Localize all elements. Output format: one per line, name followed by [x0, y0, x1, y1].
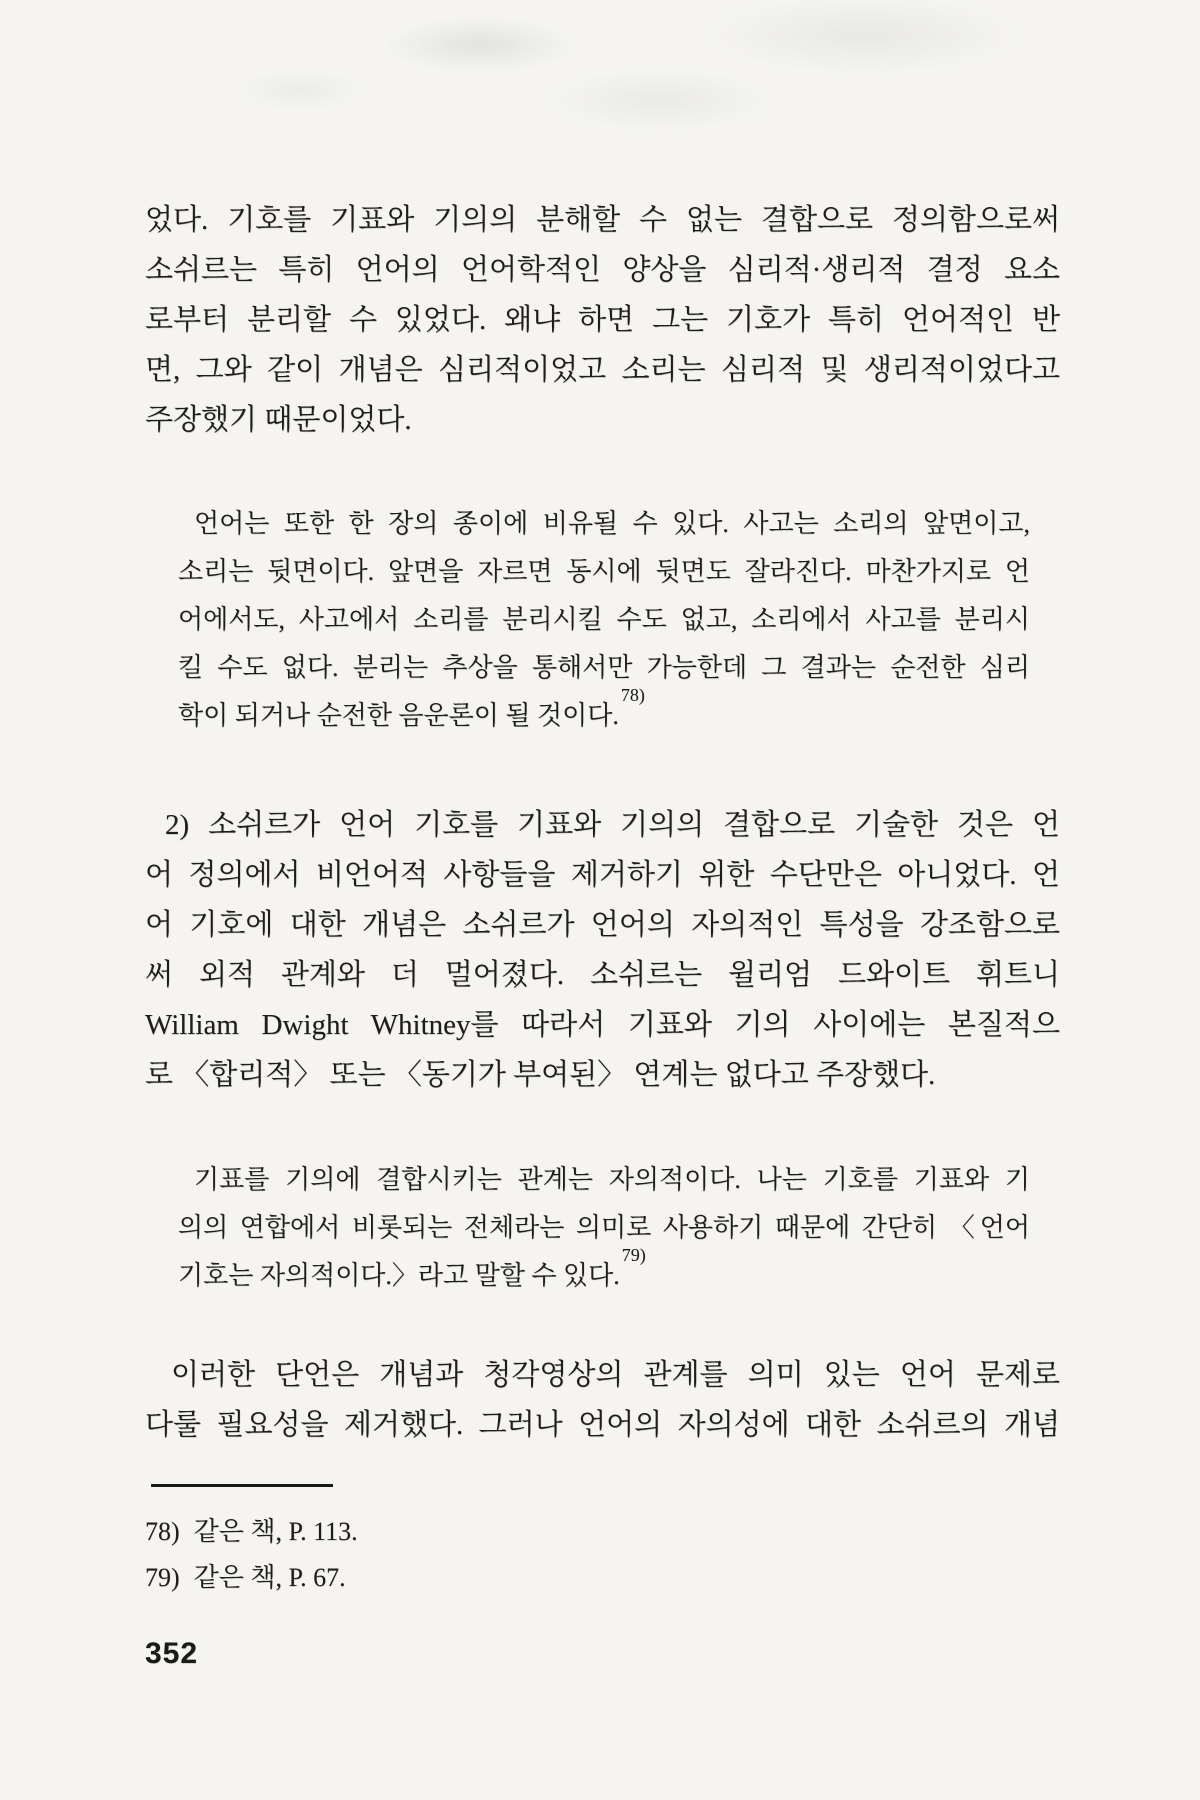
footnote-label: 78) [145, 1517, 180, 1546]
text-line: 2) 소쉬르가 언어 기호를 기표와 기의의 결합으로 기술한 것은 언 [165, 809, 1060, 841]
quote-last-text: 학이 되거나 순전한 음운론이 될 것이다. [178, 701, 619, 730]
text-line: 다룰 필요성을 제거했다. 그러나 언어의 자의성에 대한 소쉬르의 개념 [145, 1409, 1060, 1441]
text-line: 로 〈합리적〉 또는 〈동기가 부여된〉 연계는 없다고 주장했다. [145, 1059, 936, 1091]
text-line: 주장했기 때문이었다. [145, 404, 412, 436]
quote-line: 언어는 또한 한 장의 종이에 비유될 수 있다. 사고는 소리의 앞면이고, [194, 509, 1030, 538]
paragraph-3 [145, 1350, 1060, 1450]
text-column [145, 195, 1060, 1671]
text-line: 로부터 분리할 수 있었다. 왜냐 하면 그는 기호가 특히 언어적인 반 [145, 304, 1060, 336]
text-line: 어 정의에서 비언어적 사항들을 제거하기 위한 수단만은 아니었다. 언 [145, 859, 1060, 891]
quote-last-line [178, 685, 1030, 740]
page-number: 352 [145, 1637, 199, 1670]
quote-line: 기표를 기의에 결합시키는 관계는 자의적이다. 나는 기호를 기표와 기 [194, 1165, 1030, 1194]
quote-line: 어에서도, 사고에서 소리를 분리시킬 수도 없고, 소리에서 사고를 분리시 [178, 605, 1030, 634]
quote-line: 의의 연합에서 비롯되는 전체라는 의미로 사용하기 때문에 간단히 〈언어 [178, 1213, 1030, 1242]
quote-block-1 [178, 500, 1030, 740]
text-line: 었다. 기호를 기표와 기의의 분해할 수 없는 결합으로 정의함으로써 [145, 204, 1060, 236]
footnote-ref-79: 79) [621, 1245, 646, 1266]
footnote-ref-78: 78) [620, 685, 645, 706]
text-line: 어 기호에 대한 개념은 소쉬르가 언어의 자의적인 특성을 강조함으로 [145, 909, 1060, 941]
text-line: William Dwight Whitney를 따라서 기표와 기의 사이에는 본질적으 [145, 1009, 1060, 1041]
footnote-79 [145, 1555, 1060, 1601]
text-line: 써 외적 관계와 더 멀어졌다. 소쉬르는 윌리엄 드와이트 휘트니 [145, 959, 1060, 991]
text-line: 소쉬르는 특히 언어의 언어학적인 양상을 심리적·생리적 결정 요소 [145, 254, 1060, 286]
quote-line: 킬 수도 없다. 분리는 추상을 통해서만 가능한데 그 결과는 순전한 심리 [178, 653, 1030, 682]
footnote-text: 같은 책, P. 67. [193, 1563, 346, 1592]
footnote-text: 같은 책, P. 113. [193, 1517, 358, 1546]
paragraph-2 [145, 800, 1060, 1100]
text-line: 이러한 단언은 개념과 청각영상의 관계를 의미 있는 언어 문제로 [171, 1359, 1060, 1391]
footnotes [145, 1509, 1060, 1601]
footnote-label: 79) [145, 1563, 180, 1592]
quote-line: 소리는 뒷면이다. 앞면을 자르면 동시에 뒷면도 잘라진다. 마찬가지로 언 [178, 557, 1030, 586]
footnote-divider [151, 1484, 333, 1487]
quote-last-text: 기호는 자의적이다.〉라고 말할 수 있다. [178, 1261, 620, 1290]
scan-artifacts [0, 0, 1200, 160]
paragraph-1 [145, 195, 1060, 445]
quote-last-line [178, 1245, 1030, 1300]
footnote-78 [145, 1509, 1060, 1555]
quote-block-2 [178, 1156, 1030, 1300]
text-line: 면, 그와 같이 개념은 심리적이었고 소리는 심리적 및 생리적이었다고 [145, 354, 1060, 386]
